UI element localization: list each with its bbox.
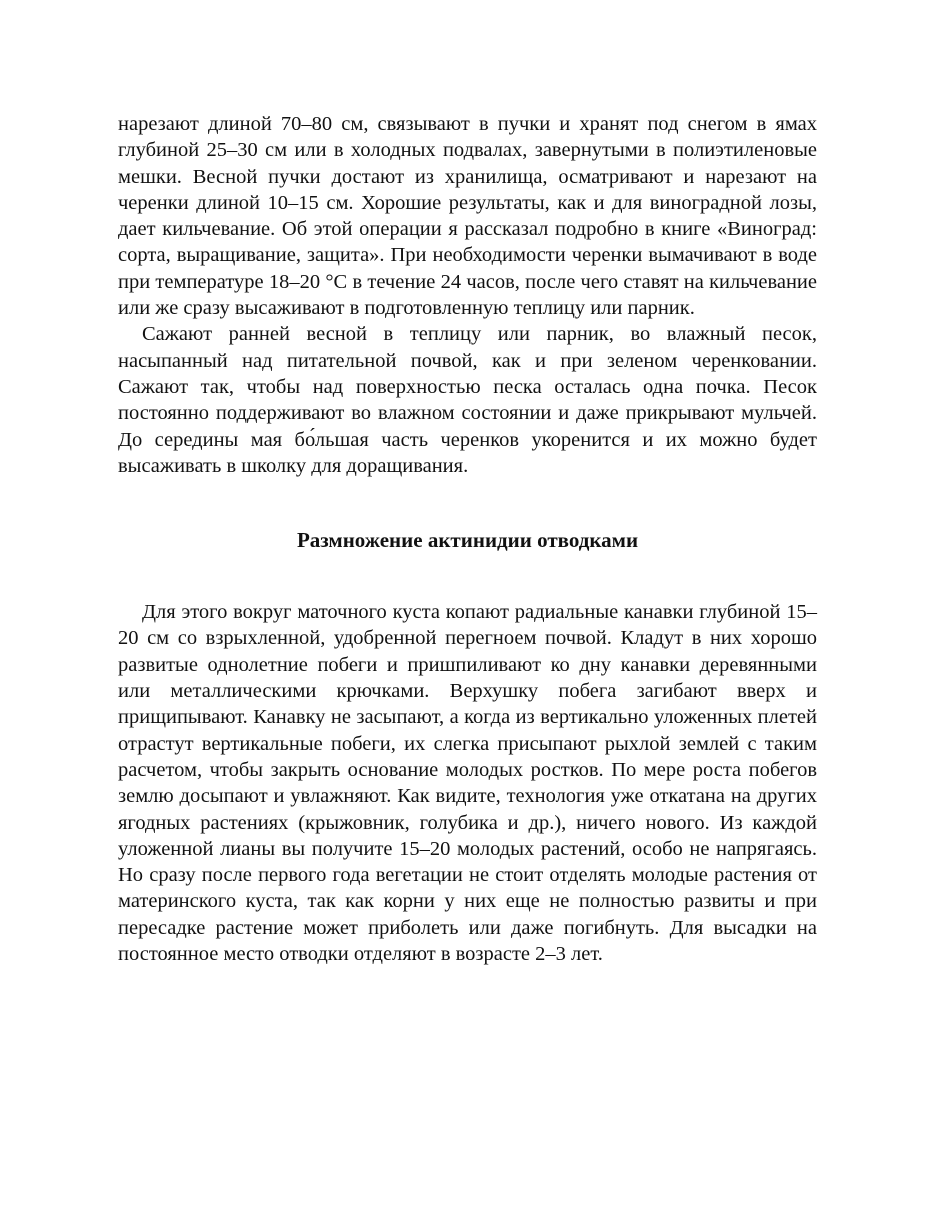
paragraph-continuation: нарезают длиной 70–80 см, связывают в пучки и хранят под снегом в ямах глубиной 25–30 см или в холодных подвалах, завернутыми в полиэтиленовые мешки. Весной пучки достают из хранилища, осматривают и нарезают на черенки длиной 10–15 см. Хорошие результаты, как и для виноградной лозы, дает кильчевание. Об этой операции я рассказал подробно в книге «Виноград: сорта, выращивание, защита». При необходимости черенки вымачивают в воде при температуре 18–20 °С в течение 24 часов, после чего ставят на кильчевание или же сразу высаживают в подготовленную теплицу или парник. (118, 113, 817, 320)
section-heading: Размножение актинидии отводками (296, 528, 639, 553)
paragraph-planting: Сажают ранней весной в теплицу или парник, во влажный песок, насыпанный над питательной почвой, как и при зеленом черенковании. Сажают так, чтобы над поверхностью песка осталась одна почка. Песок постоянно поддерживают во влажном состоянии и даже прикрывают мульчей. До середины мая бо́льшая часть черенков укоренится и их можно будет высаживать в школку для доращивания. (118, 323, 817, 477)
paragraph-layering: Для этого вокруг маточного куста копают радиальные канавки глубиной 15–20 см со взрыхленной, удобренной перегноем почвой. Кладут в них хорошо развитые однолетние побеги и пришпиливают ко дну канавки деревянными или металлическими крючками. Верхушку побега загибают вверх и прищипывают. Канавку не засыпают, а когда из вертикально уложенных плетей отрастут вертикальные побеги, их слегка присыпают рыхлой землей с таким расчетом, чтобы закрыть основание молодых ростков. По мере роста побегов землю досыпают и увлажняют. Как видите, технология уже откатана на других ягодных растениях (крыжовник, голубика и др.), ничего нового. Из каждой уложенной лианы вы получите 15–20 молодых растений, особо не напрягаясь. Но сразу после первого года вегетации не стоит отделять молодые растения от материнского куста, так как корни у них еще не полностью развиты и при пересадке растение может приболеть или даже погибнуть. Для высадки на постоянное место отводки отделяют в возрасте 2–3 лет. (118, 601, 817, 966)
document-page (118, 111, 817, 967)
spacer (118, 479, 817, 527)
spacer (118, 553, 817, 599)
